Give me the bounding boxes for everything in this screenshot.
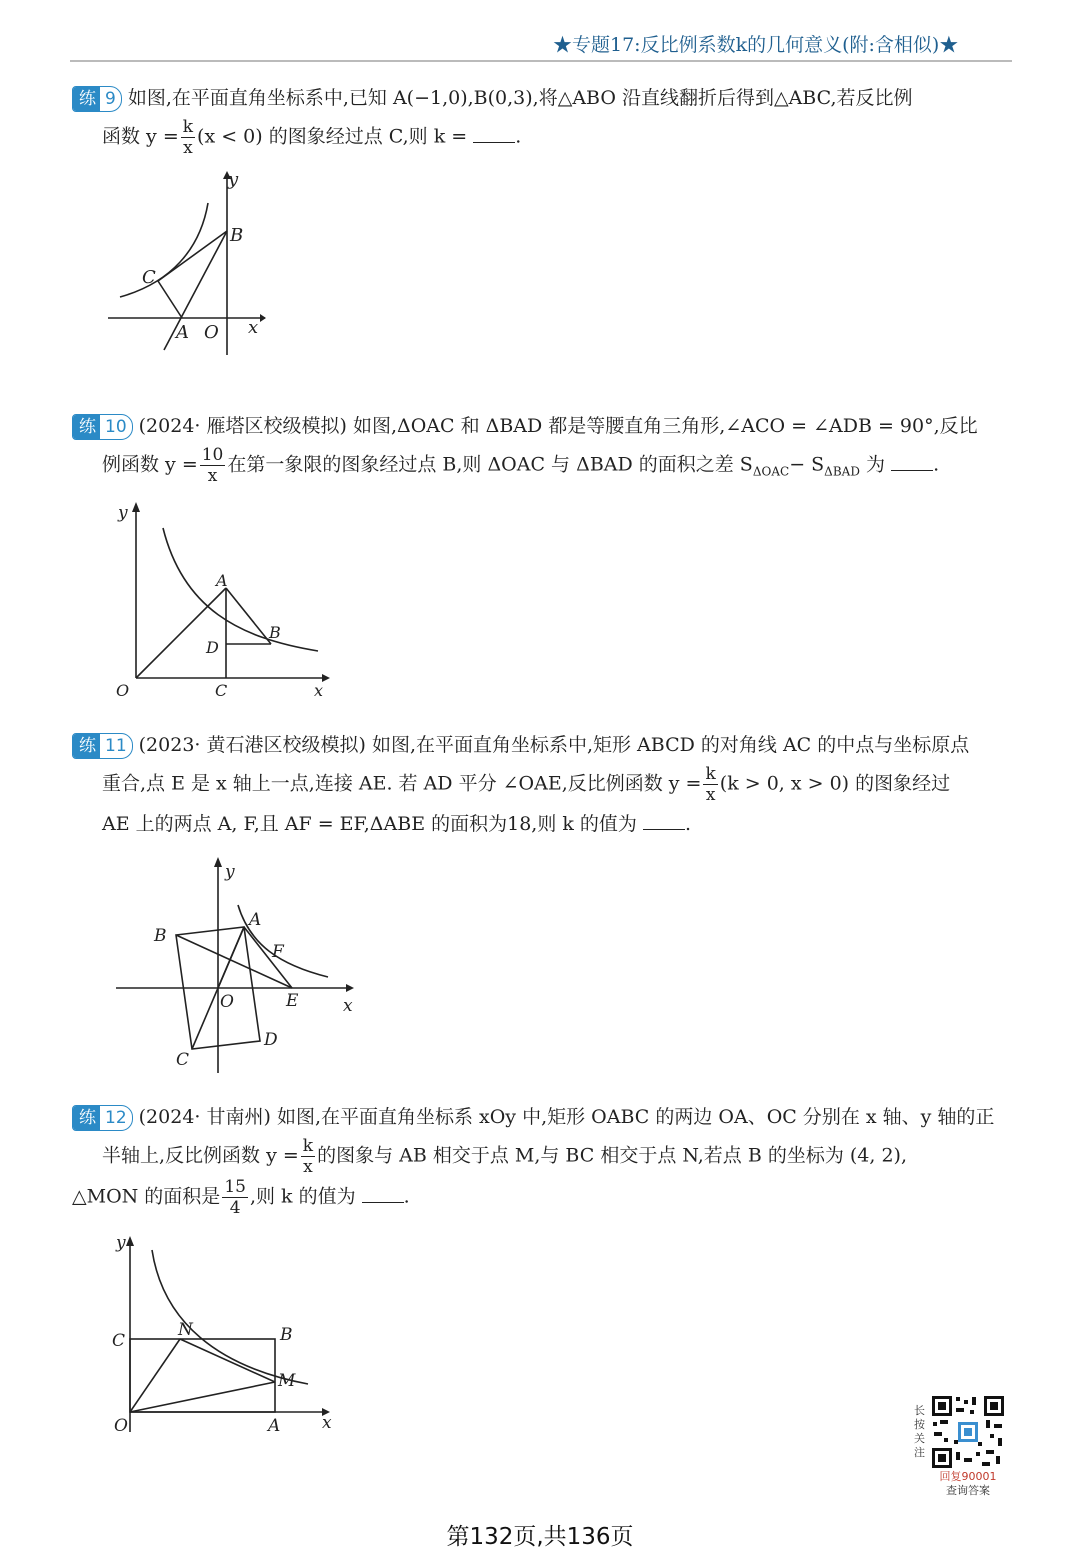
svg-text:x: x xyxy=(314,681,324,700)
page-header-title: ★专题17:反比例系数k的几何意义(附:含相似)★ xyxy=(553,34,959,56)
svg-text:E: E xyxy=(286,991,299,1011)
problem-tag: 练 12 xyxy=(72,1105,133,1131)
svg-text:y: y xyxy=(116,1233,126,1253)
fraction: $\frac{k}{x}$ xyxy=(182,117,194,158)
svg-text:N: N xyxy=(178,1320,193,1340)
svg-text:C: C xyxy=(176,1050,190,1070)
header-divider xyxy=(70,60,1012,62)
fraction: $\frac{k}{x}$ xyxy=(705,764,716,805)
problem-9: 练 9 如图,在平面直角坐标系中,已知 A(−1,0),B(0,3),将△ABO 沿直线翻折后得到△ABC,若反比例 函数 y = $\frac{k}{x}$ (x < 0) 的图象经过点 C,则 k = . xyxy=(72,79,1012,158)
svg-text:C: C xyxy=(112,1331,126,1351)
svg-text:O: O xyxy=(114,1416,128,1436)
answer-blank xyxy=(891,450,933,471)
problem-11: 练 11 (2023· 黄石港区校级模拟) 如图,在平面直角坐标系中,矩形 ABCD 的对角线 AC 的中点与坐标原点 重合,点 E 是 x 轴上一点,连接 AE. 若 AD 平分 ∠OAE,反比例函数 y = $\frac{k}{x}$ (k > 0, x > 0) 的图象经过 AE 上的两点 A, F,且 AF = EF,ΔABE 的面积为18,则 k 的值为 . xyxy=(72,726,1012,843)
svg-text:A: A xyxy=(268,1416,281,1436)
svg-text:M: M xyxy=(278,1371,296,1391)
figure-problem-11 xyxy=(110,855,370,1080)
qr-code-image[interactable] xyxy=(930,1394,1006,1470)
svg-text:A: A xyxy=(249,910,262,930)
qr-caption: 回复90001 查询答案 xyxy=(939,1470,997,1497)
problem-text: (2024· 甘南州) 如图,在平面直角坐标系 xOy 中,矩形 OABC 的两边 OA、OC 分别在 x 轴、y 轴的正 xyxy=(138,1106,995,1128)
svg-text:B: B xyxy=(230,225,244,246)
svg-text:x: x xyxy=(322,1413,332,1433)
qr-side-text: 长按关注 xyxy=(914,1404,925,1459)
svg-text:O: O xyxy=(204,322,219,343)
svg-text:O: O xyxy=(220,992,234,1012)
svg-text:y: y xyxy=(118,503,128,523)
svg-text:A: A xyxy=(216,571,228,590)
problem-tag: 练 10 xyxy=(72,414,133,440)
answer-blank xyxy=(473,122,515,143)
svg-text:C: C xyxy=(142,267,156,288)
svg-text:y: y xyxy=(228,169,239,190)
svg-text:x: x xyxy=(343,996,353,1016)
page-number: 第132页,共136页 xyxy=(446,1524,634,1550)
figure-problem-10 xyxy=(108,498,338,708)
answer-blank xyxy=(643,809,685,830)
svg-text:A: A xyxy=(176,322,189,343)
fraction: $\frac{15}{4}$ xyxy=(224,1177,246,1218)
problem-10: 练 10 (2024· 雁塔区校级模拟) 如图,ΔOAC 和 ΔBAD 都是等腰直角三角形,∠ACO = ∠ADB = 90°,反比 例函数 y = $\frac{10}{x}$ 在第一象限的图象经过点 B,则 ΔOAC 与 ΔBAD 的面积之差 $S_{\Delta OAC}- S_{\Delta BAD}$ 为 . xyxy=(72,407,1012,490)
problem-tag: 练 9 xyxy=(72,86,122,112)
figure-problem-12 xyxy=(108,1232,348,1442)
problem-text: (2023· 黄石港区校级模拟) 如图,在平面直角坐标系中,矩形 ABCD 的对角线 AC 的中点与坐标原点 xyxy=(138,734,970,756)
problem-12: 练 12 (2024· 甘南州) 如图,在平面直角坐标系 xOy 中,矩形 OABC 的两边 OA、OC 分别在 x 轴、y 轴的正 半轴上,反比例函数 y = $\frac{k}{x}$ 的图象与 AB 相交于点 M,与 BC 相交于点 N,若点 B 的坐标为 (4, 2), △MON 的面积是 $\frac{15}{4}$ ,则 k 的值为 . xyxy=(72,1106,995,1218)
problem-text: (2024· 雁塔区校级模拟) 如图,ΔOAC 和 ΔBAD 都是等腰直角三角形,∠ACO = ∠ADB = 90°,反比 xyxy=(138,415,978,437)
problem-text: 如图,在平面直角坐标系中,已知 A(−1,0),B(0,3),将△ABO 沿直线翻折后得到△ABC,若反比例 xyxy=(127,87,913,109)
fraction: $\frac{k}{x}$ xyxy=(302,1136,314,1177)
svg-text:C: C xyxy=(215,681,228,700)
svg-text:D: D xyxy=(264,1030,278,1050)
svg-text:B: B xyxy=(154,926,167,946)
answer-blank xyxy=(362,1182,404,1203)
svg-text:y: y xyxy=(225,862,235,882)
svg-text:B: B xyxy=(269,623,281,642)
svg-text:B: B xyxy=(280,1325,293,1345)
fraction: $\frac{10}{x}$ xyxy=(201,445,224,486)
svg-text:x: x xyxy=(248,317,259,338)
svg-text:D: D xyxy=(206,638,219,657)
problem-tag: 练 11 xyxy=(72,733,133,759)
figure-problem-9 xyxy=(100,165,280,365)
svg-text:O: O xyxy=(116,681,130,700)
svg-text:F: F xyxy=(272,942,284,962)
